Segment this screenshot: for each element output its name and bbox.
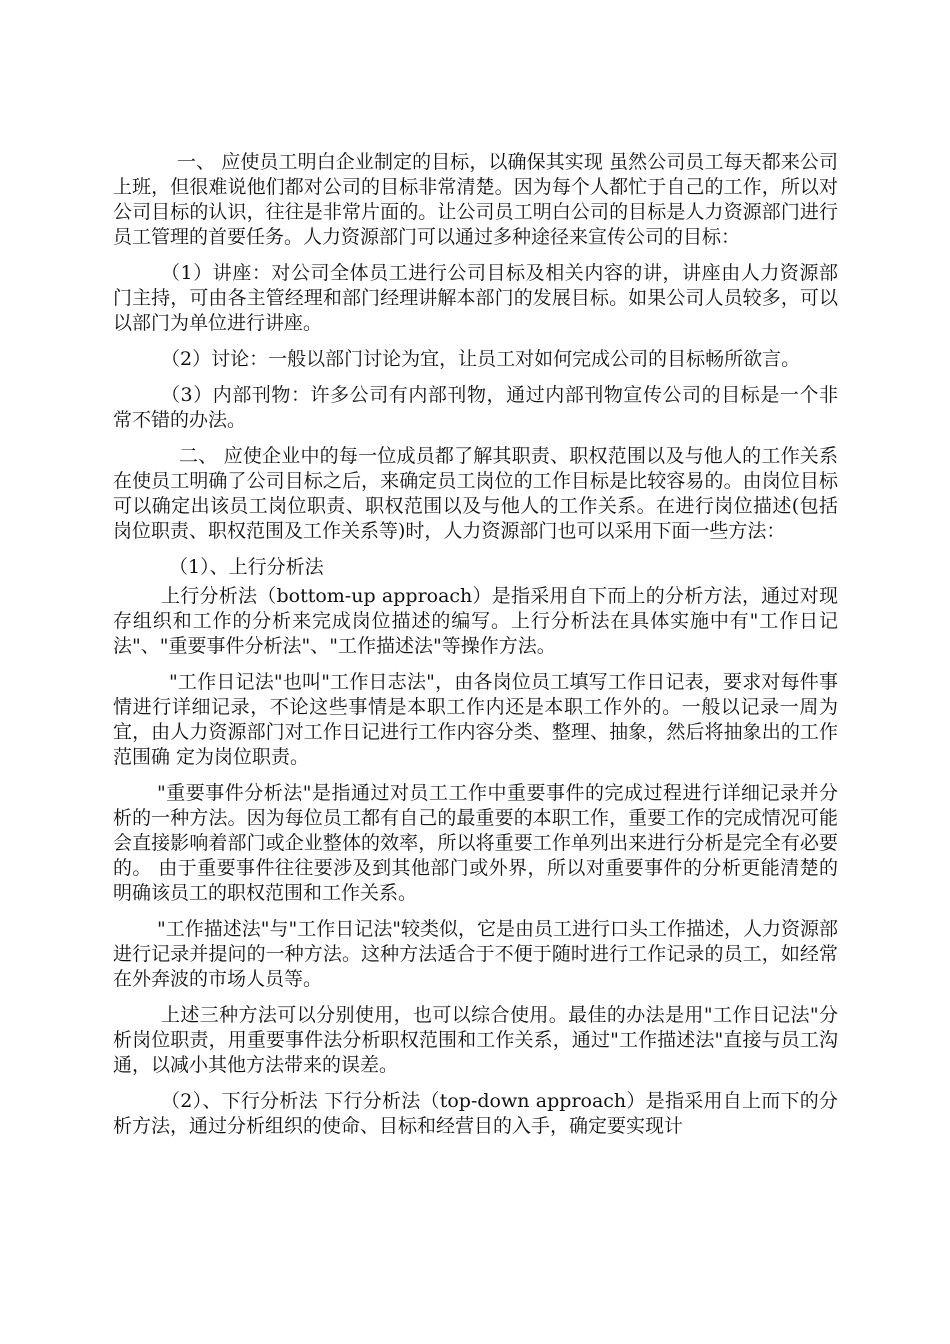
top-down-paragraph: （2）、下行分析法 下行分析法（top-down approach）是指采用自上而下的分析方法，通过分析组织的使命、目标和经营目的入手，确定要实现计 (113, 1090, 838, 1137)
bottom-up-heading: （1）、上行分析法 (169, 556, 324, 578)
work-description-paragraph: "工作描述法"与"工作日记法"较类似，它是由员工进行口头工作描述，人力资源部进行记录并提问的一种方法。这种方法适合于不便于随时进行工作记录的员工，如经常在外奔波的市场人员等。 (113, 918, 838, 990)
document-page (113, 150, 838, 1150)
method-discussion-paragraph: （2）讨论：一般以部门讨论为宜，让员工对如何完成公司的目标畅所欲言。 (161, 348, 801, 370)
combined-methods-paragraph: 上述三种方法可以分别使用，也可以综合使用。最佳的办法是用"工作日记法"分析岗位职责，用重要事件法分析职权范围和工作关系，通过"工作描述法"直接与员工沟通，以减小其他方法带来的误差。 (113, 1004, 838, 1076)
bottom-up-paragraph: 上行分析法（bottom-up approach）是指采用自下而上的分析方法，通过对现存组织和工作的分析来完成岗位描述的编写。上行分析法在具体实施中有"工作日记法"、"重要事件分析法"、"工作描述法"等操作方法。 (113, 585, 838, 657)
key-event-paragraph: "重要事件分析法"是指通过对员工工作中重要事件的完成过程进行详细记录并分析的一种方法。因为每位员工都有自己的最重要的本职工作，重要工作的完成情况可能会直接影响着部门或企业整体的效率，所以将重要工作单列出来进行分析是完全有必要的。 由于重要事件往往要涉及到其他部门或外界，所以对重要事件的分析更能清楚的明确该员工的职权范围和工作关系。 (113, 782, 838, 904)
method-internal-publication-paragraph: （3）内部刊物：许多公司有内部刊物，通过内部刊物宣传公司的目标是一个非常不错的办法。 (113, 384, 838, 431)
method-lecture-paragraph: （1）讲座：对公司全体员工进行公司目标及相关内容的讲，讲座由人力资源部门主持，可由各主管经理和部门经理讲解本部门的发展目标。如果公司人员较多，可以以部门为单位进行讲座。 (113, 262, 838, 334)
work-diary-paragraph: "工作日记法"也叫"工作日志法"，由各岗位员工填写工作日记表，要求对每件事情进行详细记录，不论这些事情是本职工作内还是本职工作外的。一般以记录一周为宜，由人力资源部门对工作日记进行工作内容分类、整理、抽象，然后将抽象出的工作范围确 定为岗位职责。 (113, 671, 838, 768)
section-two-paragraph: 二、 应使企业中的每一位成员都了解其职责、职权范围以及与他人的工作关系 在使员工明确了公司目标之后，来确定员工岗位的工作目标是比较容易的。由岗位目标可以确定出该员工岗位职责、职权范围以及与他人的工作关系。在进行岗位描述(包括岗位职责、职权范围及工作关系等)时，人力资源部门也可以采用下面一些方法： (113, 445, 838, 542)
section-one-paragraph: 一、 应使员工明白企业制定的目标，以确保其实现 虽然公司员工每天都来公司上班，但很难说他们都对公司的目标非常清楚。因为每个人都忙于自己的工作，所以对公司目标的认识，往往是非常片面的。让公司员工明白公司的目标是人力资源部门进行员工管理的首要任务。人力资源部门可以通过多种途径来宣传公司的目标： (113, 151, 838, 248)
